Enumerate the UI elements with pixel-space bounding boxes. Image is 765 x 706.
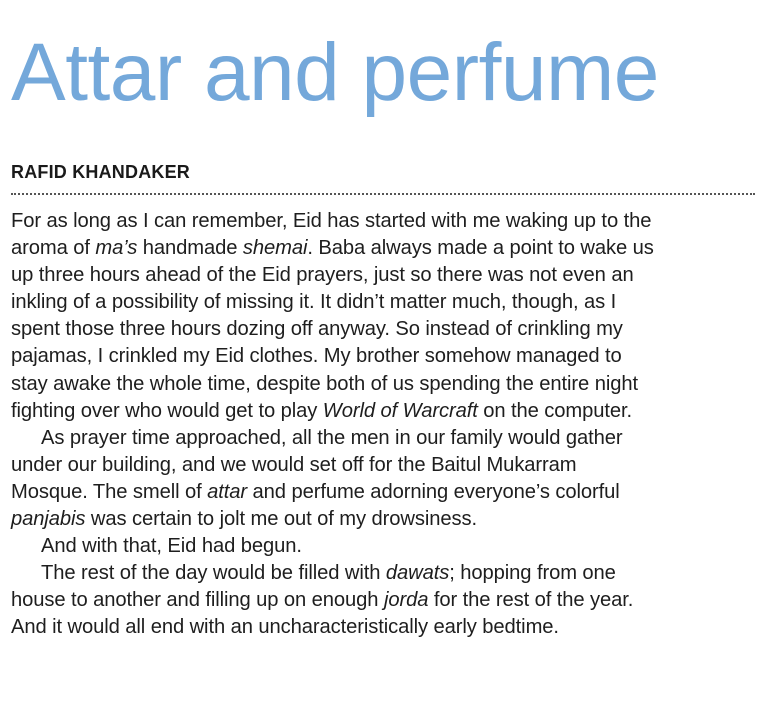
body-line [11, 371, 759, 398]
italic-term: attar [207, 480, 248, 503]
body-text-run: ; hopping from one [449, 562, 616, 585]
body-line [11, 425, 759, 452]
body-line [11, 289, 759, 316]
body-line [11, 479, 759, 506]
body-line [11, 235, 759, 262]
body-line [11, 208, 759, 235]
body-text-run: and perfume adorning everyone’s colorful [247, 480, 620, 503]
body-line [11, 343, 759, 370]
italic-term: jorda [383, 589, 429, 612]
body-line [11, 533, 759, 560]
body-text-run: up three hours ahead of the Eid prayers, just so there was not even an [11, 264, 634, 287]
body-text-run: spent those three hours dozing off anyway. So instead of crinkling my [11, 318, 623, 341]
body-line [11, 614, 759, 641]
body-text-run: pajamas, I crinkled my Eid clothes. My brother somehow managed to [11, 345, 622, 368]
body-line [11, 452, 759, 479]
body-text-run: aroma of [11, 237, 96, 260]
italic-term: World of Warcraft [322, 399, 478, 422]
body-text-run: And it would all end with an uncharacteristically early bedtime. [11, 616, 559, 639]
body-text-run: . Baba always made a point to wake us [307, 237, 654, 260]
article [11, 0, 759, 642]
italic-term: shemai [242, 237, 308, 260]
body-line [11, 587, 759, 614]
body-text-run: inkling of a possibility of missing it. It didn’t matter much, though, as I [11, 291, 617, 314]
body-text-run: house to another and filling up on enough [11, 589, 384, 612]
italic-term: panjabis [11, 508, 86, 531]
body-text-run: The rest of the day would be filled with [41, 562, 386, 585]
body-text-run: on the computer. [477, 399, 633, 422]
author-byline: RAFID KHANDAKER [11, 162, 190, 182]
body-line [11, 262, 759, 289]
dotted-divider [11, 193, 755, 195]
body-text-run: handmade [137, 237, 243, 260]
body-line [11, 398, 759, 425]
body-text-run: As prayer time approached, all the men in our family would gather [41, 426, 623, 449]
body-text-run: under our building, and we would set off for the Baitul Mukarram [11, 453, 577, 476]
body-line [11, 560, 759, 587]
body-text-run: For as long as I can remember, Eid has started with me waking up to the [11, 210, 652, 232]
italic-term: ma’s [95, 237, 138, 260]
body-text-run: fighting over who would get to play [11, 399, 323, 422]
body-text-run: for the rest of the year. [428, 589, 634, 612]
article-title: Attar and perfume [11, 27, 659, 118]
body-text-run: Mosque. The smell of [11, 480, 208, 503]
body-text-run: was certain to jolt me out of my drowsiness. [85, 508, 477, 531]
italic-term: dawats [385, 562, 450, 585]
article-body [11, 208, 759, 642]
body-text-run: And with that, Eid had begun. [41, 535, 302, 558]
body-line [11, 506, 759, 533]
body-line [11, 316, 759, 343]
body-text-run: stay awake the whole time, despite both of us spending the entire night [11, 372, 638, 395]
